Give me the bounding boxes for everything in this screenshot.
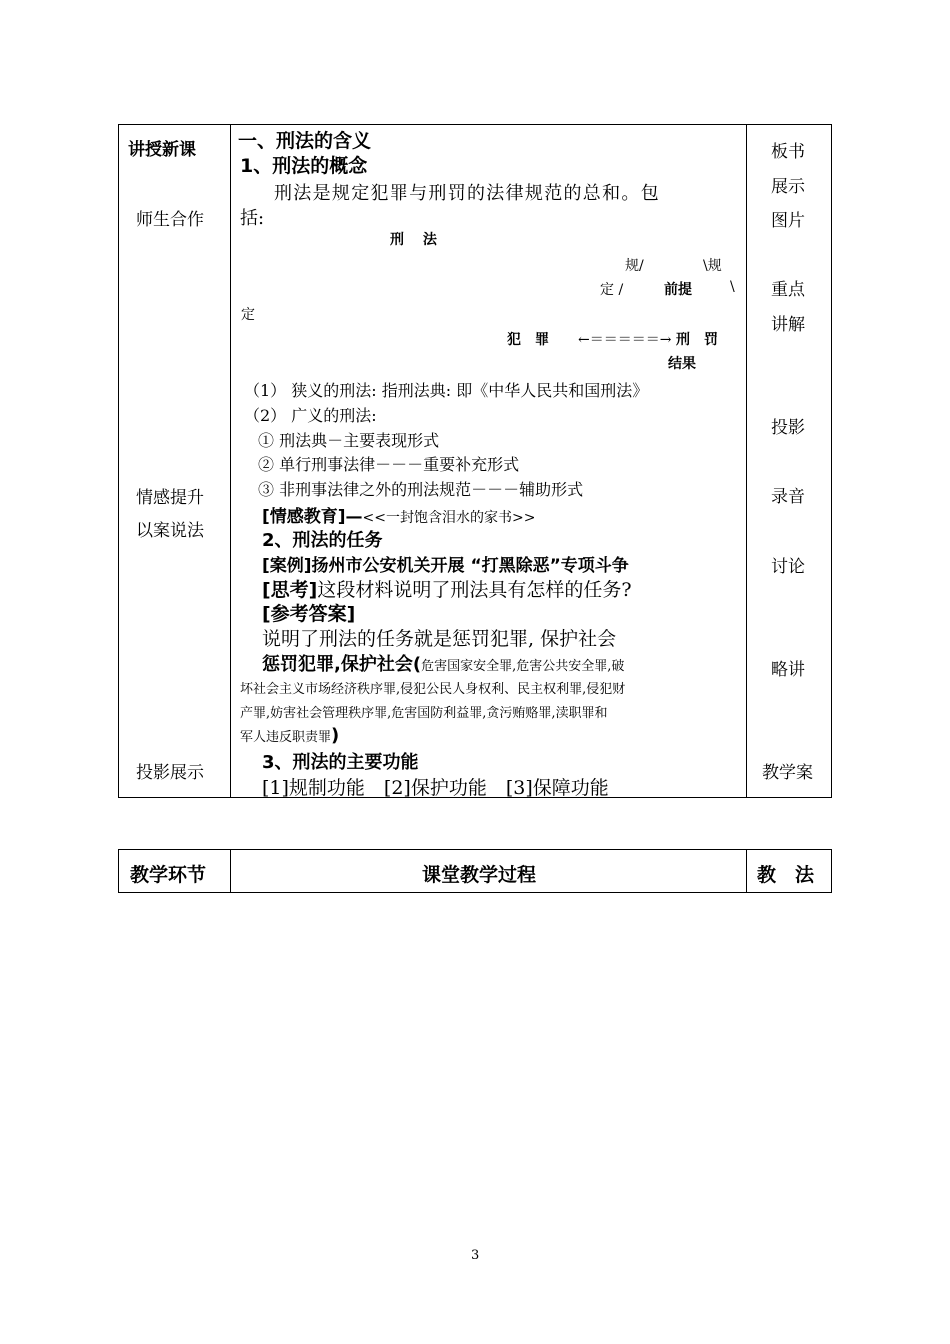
section-1-heading: 1、刑法的概念 [240, 155, 368, 177]
diagram-top-label: 刑 法 [390, 232, 437, 248]
emotion-text: <<一封饱含泪水的家书>> [362, 510, 536, 526]
teaching-method: 图片 [771, 211, 805, 231]
functions-line: [1]规制功能 [2]保护功能 [3]保障功能 [262, 777, 609, 799]
diagram-arrow: ←＝＝＝＝＝→ [578, 332, 672, 348]
punish-end-line [240, 725, 339, 746]
section-heading: 讲授新课 [128, 140, 196, 160]
punish-line [262, 650, 624, 676]
header-table-divider-right [746, 849, 747, 893]
main-table-divider-left [230, 124, 231, 798]
teaching-method: 展示 [771, 177, 805, 197]
diagram-result-label: 结果 [668, 356, 696, 372]
page-number: 3 [471, 1248, 480, 1263]
emotion-label: [情感教育]— [262, 507, 363, 527]
think-label: [思考] [262, 579, 318, 601]
think-line [262, 575, 632, 602]
teaching-method: 讨论 [771, 557, 805, 577]
header-col-stage: 教学环节 [130, 864, 207, 886]
punish-close: ) [331, 725, 340, 746]
punish-text: 军人违反职责罪 [240, 730, 332, 745]
punish-text: 坏社会主义市场经济秩序罪,侵犯公民人身权利、民主权利罪,侵犯财 [240, 682, 626, 697]
case-line: [案例]扬州市公安机关开展 “打黑除恶”专项斗争 [262, 556, 629, 576]
diagram-slash: \ [730, 279, 735, 295]
section-2-heading: 2、刑法的任务 [262, 530, 383, 551]
diagram-slash: 定 / [600, 282, 624, 298]
teaching-method: 录音 [771, 487, 805, 507]
narrow-definition: （1） 狭义的刑法: 指刑法典: 即《中华人民共和国刑法》 [244, 381, 649, 400]
method-label: 师生合作 [136, 210, 204, 230]
teaching-method: 投影 [771, 418, 805, 438]
teaching-method: 板书 [771, 142, 805, 162]
diagram-premise-label: 前提 [664, 282, 692, 298]
answer-text: 说明了刑法的任务就是惩罚犯罪, 保护社会 [262, 628, 617, 650]
header-col-process: 课堂教学过程 [422, 864, 537, 886]
diagram-label: 定 [241, 307, 255, 323]
list-item: ① 刑法典－主要表现形式 [258, 431, 440, 450]
broad-definition: （2） 广义的刑法: [244, 406, 377, 425]
diagram-slash: 规/ [625, 258, 644, 274]
list-item: ③ 非刑事法律之外的刑法规范－－－辅助形式 [258, 480, 584, 499]
punish-text: 危害国家安全罪,危害公共安全罪,破 [421, 659, 625, 674]
punish-text: 产罪,妨害社会管理秩序罪,危害国防利益罪,贪污贿赂罪,渎职罪和 [240, 706, 608, 721]
diagram-slash: \规 [703, 258, 722, 274]
teaching-method: 教学案 [762, 763, 813, 783]
diagram-crime-label: 犯 罪 [507, 332, 549, 348]
method-label: 投影展示 [136, 763, 204, 783]
teaching-method: 讲解 [771, 315, 805, 335]
header-col-method: 教 法 [757, 864, 815, 886]
definition-line: 刑法是规定犯罪与刑罚的法律规范的总和。包 [274, 183, 660, 204]
think-text: 这段材料说明了刑法具有怎样的任务? [317, 579, 632, 601]
main-table-divider-right [746, 124, 747, 798]
method-label: 情感提升 [136, 488, 204, 508]
definition-line: 括: [240, 208, 265, 229]
header-table-divider-left [230, 849, 231, 893]
list-item: ② 单行刑事法律－－－重要补充形式 [258, 455, 520, 474]
teaching-method: 略讲 [771, 660, 805, 680]
teaching-method: 重点 [771, 280, 805, 300]
diagram-punish-label: 刑 罚 [676, 332, 718, 348]
emotion-education [262, 502, 535, 527]
section-3-heading: 3、刑法的主要功能 [262, 752, 419, 773]
lesson-title: 一、刑法的含义 [238, 130, 372, 152]
answer-label: [参考答案] [262, 603, 356, 625]
method-label: 以案说法 [136, 521, 204, 541]
punish-label: 惩罚犯罪,保护社会( [262, 654, 422, 675]
